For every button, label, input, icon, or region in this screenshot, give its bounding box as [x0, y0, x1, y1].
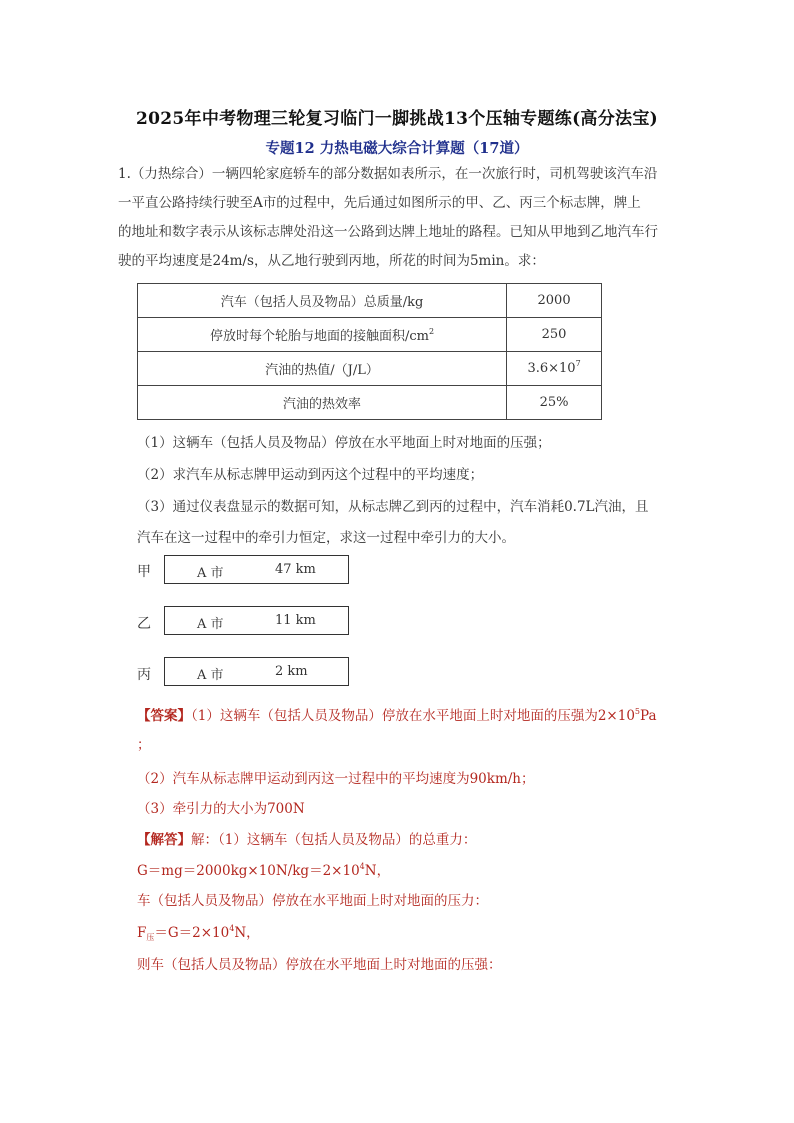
problem-line: 一平直公路持续行驶至A市的过程中，先后通过如图所示的甲、乙、丙三个标志牌，牌上 [118, 195, 641, 211]
sign-label-jia: 甲 [137, 564, 151, 580]
problem-statement [118, 160, 682, 276]
question-2: （2）求汽车从标志牌甲运动到丙这个过程中的平均速度； [137, 467, 484, 483]
sign-distance: 11 km [275, 613, 316, 628]
answer-line-3: （3）牵引力的大小为700N [137, 801, 305, 817]
problem-line: 的地址和数字表示从该标志牌处沿这一公路到达牌上地址的路程。已知从甲地到乙地汽车行 [118, 224, 658, 240]
solution-tag: 【解答】 [137, 832, 191, 848]
answer-line-2: （2）汽车从标志牌甲运动到丙这一过程中的平均速度为90km/h； [137, 771, 535, 787]
solution-line-5: 则车（包括人员及物品）停放在水平地面上时对地面的压强： [137, 957, 502, 973]
table-cell-label: 停放时每个轮胎与地面的接触面积$/cm^2$ [138, 318, 507, 352]
document-title: 2025年中考物理三轮复习临门一脚挑战13个压轴专题练(高分法宝) [136, 109, 658, 129]
question-1: （1）这辆车（包括人员及物品）停放在水平地面上时对地面的压强； [137, 435, 551, 451]
road-sign-bing [164, 657, 349, 686]
sign-label-bing: 丙 [137, 667, 151, 683]
sign-distance: 47 km [275, 562, 316, 577]
table-cell-value: 2000 [507, 284, 602, 318]
sign-label-yi: 乙 [137, 616, 151, 632]
solution-line-2: $G=mg=2000kg\times 10N/kg=2\times 10^4N$， [137, 862, 391, 879]
table-row [138, 318, 602, 352]
problem-line: 1.（力热综合）一辆四轮家庭轿车的部分数据如表所示，在一次旅行时，司机驾驶该汽车沿 [118, 166, 658, 182]
question-3-line-2: 汽车在这一过程中的牵引力恒定，求这一过程中牵引力的大小。 [137, 530, 515, 546]
car-data-table [137, 283, 602, 420]
sign-distance: 2 km [275, 664, 308, 679]
answer-line-1: 【答案】（1）这辆车（包括人员及物品）停放在水平地面上时对地面的压强为$2\times 10^5Pa$ [137, 707, 657, 724]
table-cell-value: $3.6\times 10^7$ [507, 352, 602, 386]
table-row [138, 352, 602, 386]
table-cell-label: 汽油的热值/（J/L） [138, 352, 507, 386]
road-sign-jia [164, 555, 349, 584]
answer-tag: 【答案】 [137, 708, 191, 724]
road-sign-yi [164, 606, 349, 635]
table-row [138, 386, 602, 420]
table-row [138, 284, 602, 318]
question-3-line-1: （3）通过仪表盘显示的数据可知，从标志牌乙到丙的过程中，汽车消耗0.7L汽油，且 [137, 499, 649, 515]
sign-city: A 市 [197, 566, 224, 581]
problem-line: 驶的平均速度是24m/s，从乙地行驶到丙地，所花的时间为5min。求： [118, 253, 545, 269]
solution-line-3: 车（包括人员及物品）停放在水平地面上时对地面的压力： [137, 893, 488, 909]
table-cell-value: 25% [507, 386, 602, 420]
solution-line-4: $F_压=G=2\times 10^4N$， [137, 924, 260, 942]
answer-line-1-end: ； [137, 737, 151, 753]
section-subtitle: 专题12 力热电磁大综合计算题（17道） [265, 140, 529, 157]
sign-city: A 市 [197, 668, 224, 683]
sign-city: A 市 [197, 617, 224, 632]
table-cell-label: 汽车（包括人员及物品）总质量/kg [138, 284, 507, 318]
table-cell-label: 汽油的热效率 [138, 386, 507, 420]
solution-line-1: 【解答】解：（1）这辆车（包括人员及物品）的总重力： [137, 832, 477, 848]
table-cell-value: 250 [507, 318, 602, 352]
